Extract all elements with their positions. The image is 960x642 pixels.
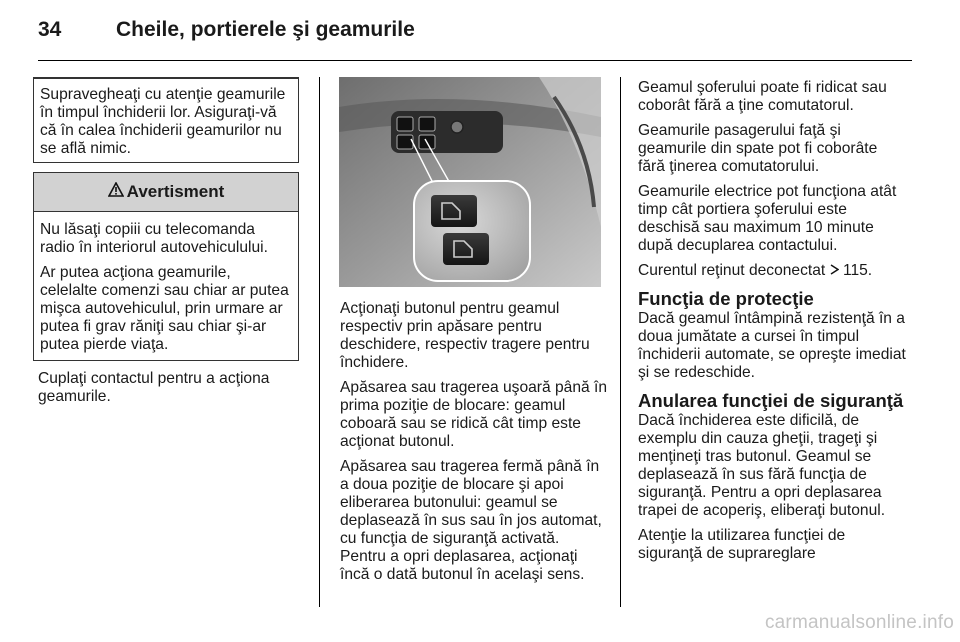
page-reference-link[interactable]: 115. xyxy=(842,262,873,279)
column-2-text xyxy=(340,300,608,591)
caution-text: Supravegheaţi cu atenţie geamurile în timpul închiderii lor. Asiguraţi-vă că în calea închiderii geamurilor nu se află nimic. xyxy=(40,86,286,157)
column-2-paragraph-3: Apăsarea sau tragerea fermă până în a doua poziţie de blocare şi apoi eliberarea butonului: geamul se deplasează în sus sau în jos automat, cu funcţia de siguranţă activată. Pentru a opri deplasarea, acţionaţi încă o dată butonul în acelaşi sens. xyxy=(340,458,602,583)
column-3-paragraph-5: Dacă geamul întâmpină rezistenţă în a doua jumătate a cursei în timpul închiderii automate, se opreşte imediat şi se redeschide. xyxy=(638,310,906,381)
safety-override-heading: Anularea funcţiei de siguranţă xyxy=(638,390,904,411)
warning-paragraph-2: Ar putea acţiona geamurile, celelalte comenzi sau chiar ar putea mişca autovehiculul, prin urmare ar putea fi grav răniţi sau chiar şi-ar putea pierde viaţa. xyxy=(40,264,289,353)
column-1-text xyxy=(38,370,300,413)
warning-body xyxy=(34,212,298,370)
page-header xyxy=(38,18,912,58)
page-number: 34 xyxy=(38,18,62,41)
column-3-paragraph-2: Geamurile pasagerului faţă şi geamurile din spate pot fi coborâte fără ţinerea comutatorului. xyxy=(638,122,878,175)
column-3-paragraph-1: Geamul şoferului poate fi ridicat sau coborât fără a ţine comutatorul. xyxy=(638,79,887,114)
warning-triangle-icon xyxy=(108,182,124,202)
window-switch-photo xyxy=(339,77,601,287)
column-3-paragraph-4 xyxy=(638,262,908,280)
retained-power-text: Curentul reţinut deconectat xyxy=(638,262,826,279)
warning-title: Avertisment xyxy=(126,182,225,201)
ignition-instruction: Cuplaţi contactul pentru a acţiona geamurile. xyxy=(38,370,270,405)
column-3-paragraph-7: Atenţie la utilizarea funcţiei de siguranţă de suprareglare xyxy=(638,527,846,562)
warning-header xyxy=(34,173,298,212)
column-2-paragraph-1: Acţionaţi butonul pentru geamul respectiv prin apăsare pentru deschidere, respectiv tragere pentru închidere. xyxy=(340,300,590,371)
watermark: carmanualsonline.info xyxy=(764,612,954,633)
column-divider-2 xyxy=(620,77,621,607)
page-reference-arrow-icon xyxy=(830,262,839,279)
protection-heading: Funcţia de protecţie xyxy=(638,288,814,309)
column-3-paragraph-6: Dacă închiderea este dificilă, de exemplu din cauza gheţii, trageţi şi menţineţi tras butonul. Geamul se deplasează în sus fără funcţia de siguranţă. Pentru a opri deplasarea trapei de acoperiş, eliberaţi butonul. xyxy=(638,412,886,519)
warning-paragraph-1: Nu lăsaţi copiii cu telecomanda radio în interiorul autovehiculului. xyxy=(40,221,268,256)
column-2-paragraph-2: Apăsarea sau tragerea uşoară până în prima poziţie de blocare: geamul coboară sau se ridică cât timp este acţionat butonul. xyxy=(340,379,608,450)
caution-box xyxy=(33,77,299,163)
column-3-paragraph-3: Geamurile electrice pot funcţiona atât timp cât portiera şoferului este deschisă sau maximum 10 minute după decuplarea contactului. xyxy=(638,183,897,254)
column-divider-1 xyxy=(319,77,320,607)
header-divider xyxy=(38,60,912,61)
warning-box xyxy=(33,172,299,361)
chapter-title: Cheile, portierele şi geamurile xyxy=(116,18,415,41)
column-3-text xyxy=(638,79,908,570)
